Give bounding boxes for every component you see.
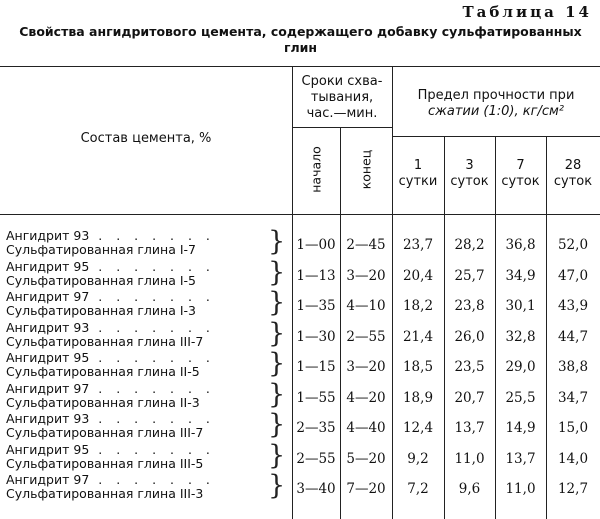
composition-cell — [6, 412, 268, 442]
cell-strength-28-days: 14,0 — [557, 450, 589, 467]
cell-strength-7-days: 11,0 — [505, 481, 536, 497]
cell-strength-28-days: 44,7 — [557, 328, 589, 345]
composition-clay: Сульфатированная глина II-5 — [6, 364, 200, 379]
cell-strength-3-days: 20,7 — [454, 389, 485, 406]
header-strength-line2: сжатии (1:0), кг/см² — [428, 104, 564, 119]
header-setting-line2: тывания, — [310, 90, 374, 105]
composition-anhydrite: Ангидрит 97 . . . . . . . — [6, 473, 215, 487]
cell-strength-3-days: 23,5 — [454, 359, 485, 375]
cell-setting-start: 3—40 — [296, 481, 336, 497]
leader-dots: . . . . . . . — [89, 229, 215, 243]
table-row — [0, 287, 600, 320]
cell-strength-28-days: 52,0 — [557, 237, 589, 253]
row-brace: } — [268, 256, 286, 288]
header-composition: Состав цемента, % — [80, 131, 212, 146]
composition-clay: Сульфатированная глина III-7 — [6, 425, 204, 440]
cell-strength-7-days: 13,7 — [505, 450, 536, 467]
row-brace: } — [268, 317, 286, 349]
cell-strength-1-day: 18,2 — [402, 298, 434, 314]
cell-strength-7-days: 36,8 — [505, 237, 536, 253]
cell-strength-7-days: 30,1 — [505, 298, 536, 314]
composition-clay: Сульфатированная глина III-5 — [6, 455, 204, 471]
cell-setting-end: 2—45 — [346, 237, 386, 253]
header-day-28-unit: суток — [553, 174, 593, 189]
cell-strength-3-days: 9,6 — [458, 481, 481, 497]
row-brace: } — [268, 348, 286, 379]
cell-setting-start: 1—13 — [296, 267, 336, 284]
header-day-28-number: 28 — [564, 158, 582, 173]
leader-dots: . . . . . . . — [89, 259, 215, 274]
header-strength — [392, 88, 600, 120]
cell-strength-1-day: 21,4 — [402, 328, 434, 345]
cell-strength-1-day: 18,5 — [402, 359, 434, 375]
composition-cell — [6, 443, 268, 473]
composition-clay: Сульфатированная глина I-5 — [6, 272, 196, 288]
composition-anhydrite: Ангидрит 97 . . . . . . . — [6, 381, 215, 396]
cell-setting-start: 2—55 — [296, 450, 336, 467]
header-day-7 — [495, 158, 546, 190]
cell-setting-start: 1—55 — [296, 389, 336, 406]
row-brace: } — [268, 409, 286, 440]
cell-strength-7-days: 29,0 — [505, 359, 536, 375]
table-row — [0, 378, 600, 412]
cell-setting-end: 3—20 — [346, 359, 386, 375]
header-day-1-unit: сутки — [398, 174, 438, 189]
cell-setting-end: 4—40 — [346, 420, 386, 436]
cell-strength-7-days: 14,9 — [505, 420, 536, 436]
composition-cell — [6, 260, 268, 290]
header-strength-line1: Предел прочности при — [417, 88, 575, 103]
row-brace: } — [268, 470, 286, 501]
composition-anhydrite: Ангидрит 95 . . . . . . . — [6, 442, 215, 457]
row-brace: } — [268, 378, 286, 410]
cell-setting-end: 4—20 — [346, 389, 386, 406]
leader-dots: . . . . . . . — [89, 290, 215, 304]
cell-strength-3-days: 11,0 — [454, 450, 485, 467]
cell-strength-7-days: 34,9 — [505, 267, 536, 284]
composition-anhydrite: Ангидрит 95 . . . . . . . — [6, 259, 215, 274]
cell-strength-28-days: 43,9 — [557, 298, 589, 314]
composition-anhydrite: Ангидрит 93 . . . . . . . — [6, 229, 215, 243]
composition-clay: Сульфатированная глина I-3 — [6, 303, 196, 318]
cell-setting-end: 2—55 — [346, 328, 386, 345]
table-row — [0, 256, 600, 290]
table-row — [0, 317, 600, 351]
composition-anhydrite: Ангидрит 93 . . . . . . . — [6, 320, 215, 335]
cell-setting-end: 4—10 — [346, 298, 386, 314]
leader-dots: . . . . . . . — [89, 320, 215, 335]
row-brace: } — [268, 439, 286, 471]
leader-dots: . . . . . . . — [89, 381, 215, 396]
cell-strength-28-days: 34,7 — [557, 389, 589, 406]
header-day-1 — [392, 158, 444, 190]
header-setting-end: конец — [358, 149, 374, 190]
cell-strength-3-days: 28,2 — [454, 237, 485, 253]
composition-anhydrite: Ангидрит 93 . . . . . . . — [6, 412, 215, 426]
cell-setting-start: 1—15 — [296, 359, 336, 375]
composition-cell — [6, 229, 268, 259]
header-setting-line1: Сроки схва- — [301, 74, 383, 89]
composition-clay: Сульфатированная глина I-7 — [6, 242, 196, 257]
header-top-rule — [0, 66, 600, 67]
composition-anhydrite: Ангидрит 97 . . . . . . . — [6, 290, 215, 304]
cell-setting-end: 5—20 — [346, 450, 386, 467]
setting-subheader-rule — [292, 127, 392, 128]
cell-strength-1-day: 18,9 — [402, 389, 434, 406]
header-day-28 — [546, 158, 600, 190]
cell-strength-3-days: 25,7 — [454, 267, 485, 284]
table-row — [0, 226, 600, 259]
composition-cell — [6, 321, 268, 351]
cell-strength-7-days: 32,8 — [505, 328, 536, 345]
table-title-line1: Свойства ангидритового цемента, содержащего добавку сульфатированных — [19, 24, 582, 39]
header-day-3-number: 3 — [465, 158, 474, 173]
cell-strength-28-days: 15,0 — [557, 420, 589, 436]
composition-cell — [6, 382, 268, 412]
cell-strength-3-days: 13,7 — [454, 420, 485, 436]
cell-setting-start: 1—35 — [296, 298, 336, 314]
cell-strength-3-days: 23,8 — [454, 298, 485, 314]
cell-setting-start: 1—30 — [296, 328, 336, 345]
cell-strength-1-day: 23,7 — [402, 237, 434, 253]
header-day-3 — [444, 158, 495, 190]
cell-strength-28-days: 47,0 — [557, 267, 589, 284]
cell-strength-1-day: 20,4 — [402, 267, 434, 284]
table-label: Таблица 14 — [462, 3, 592, 21]
header-setting-start: начало — [308, 146, 324, 193]
cell-setting-start: 1—00 — [296, 237, 336, 253]
cell-strength-28-days: 38,8 — [557, 359, 589, 375]
composition-anhydrite: Ангидрит 95 . . . . . . . — [6, 351, 215, 365]
leader-dots: . . . . . . . — [89, 442, 215, 457]
composition-cell — [6, 290, 268, 320]
table-title-line2: глин — [283, 40, 318, 55]
cell-strength-7-days: 25,5 — [505, 389, 536, 406]
cell-setting-end: 7—20 — [346, 481, 386, 497]
cell-strength-1-day: 7,2 — [407, 481, 429, 497]
composition-clay: Сульфатированная глина II-3 — [6, 394, 200, 410]
header-setting-line3: час.—мин. — [306, 106, 378, 121]
row-brace: } — [268, 226, 286, 257]
cell-setting-start: 2—35 — [296, 420, 336, 436]
row-brace: } — [268, 287, 286, 318]
cell-strength-1-day: 12,4 — [402, 420, 434, 436]
strength-subheader-rule — [392, 136, 600, 137]
table-title — [8, 24, 593, 56]
header-day-7-number: 7 — [516, 158, 525, 173]
table-row — [0, 348, 600, 381]
composition-cell — [6, 351, 268, 381]
table-row — [0, 409, 600, 442]
header-setting-time — [292, 74, 392, 122]
header-day-7-unit: суток — [501, 174, 540, 189]
header-day-3-unit: суток — [450, 174, 489, 189]
cell-strength-28-days: 12,7 — [557, 481, 589, 497]
composition-cell — [6, 473, 268, 503]
composition-clay: Сульфатированная глина III-3 — [6, 486, 204, 501]
cell-strength-3-days: 26,0 — [454, 328, 485, 345]
cell-strength-1-day: 9,2 — [407, 450, 429, 467]
leader-dots: . . . . . . . — [89, 412, 215, 426]
header-day-1-number: 1 — [413, 158, 423, 173]
table-row — [0, 439, 600, 473]
cell-setting-end: 3—20 — [346, 267, 386, 284]
table-row — [0, 470, 600, 503]
leader-dots: . . . . . . . — [89, 473, 215, 487]
header-bottom-rule — [0, 214, 600, 215]
composition-clay: Сульфатированная глина III-7 — [6, 333, 204, 349]
leader-dots: . . . . . . . — [89, 351, 215, 365]
